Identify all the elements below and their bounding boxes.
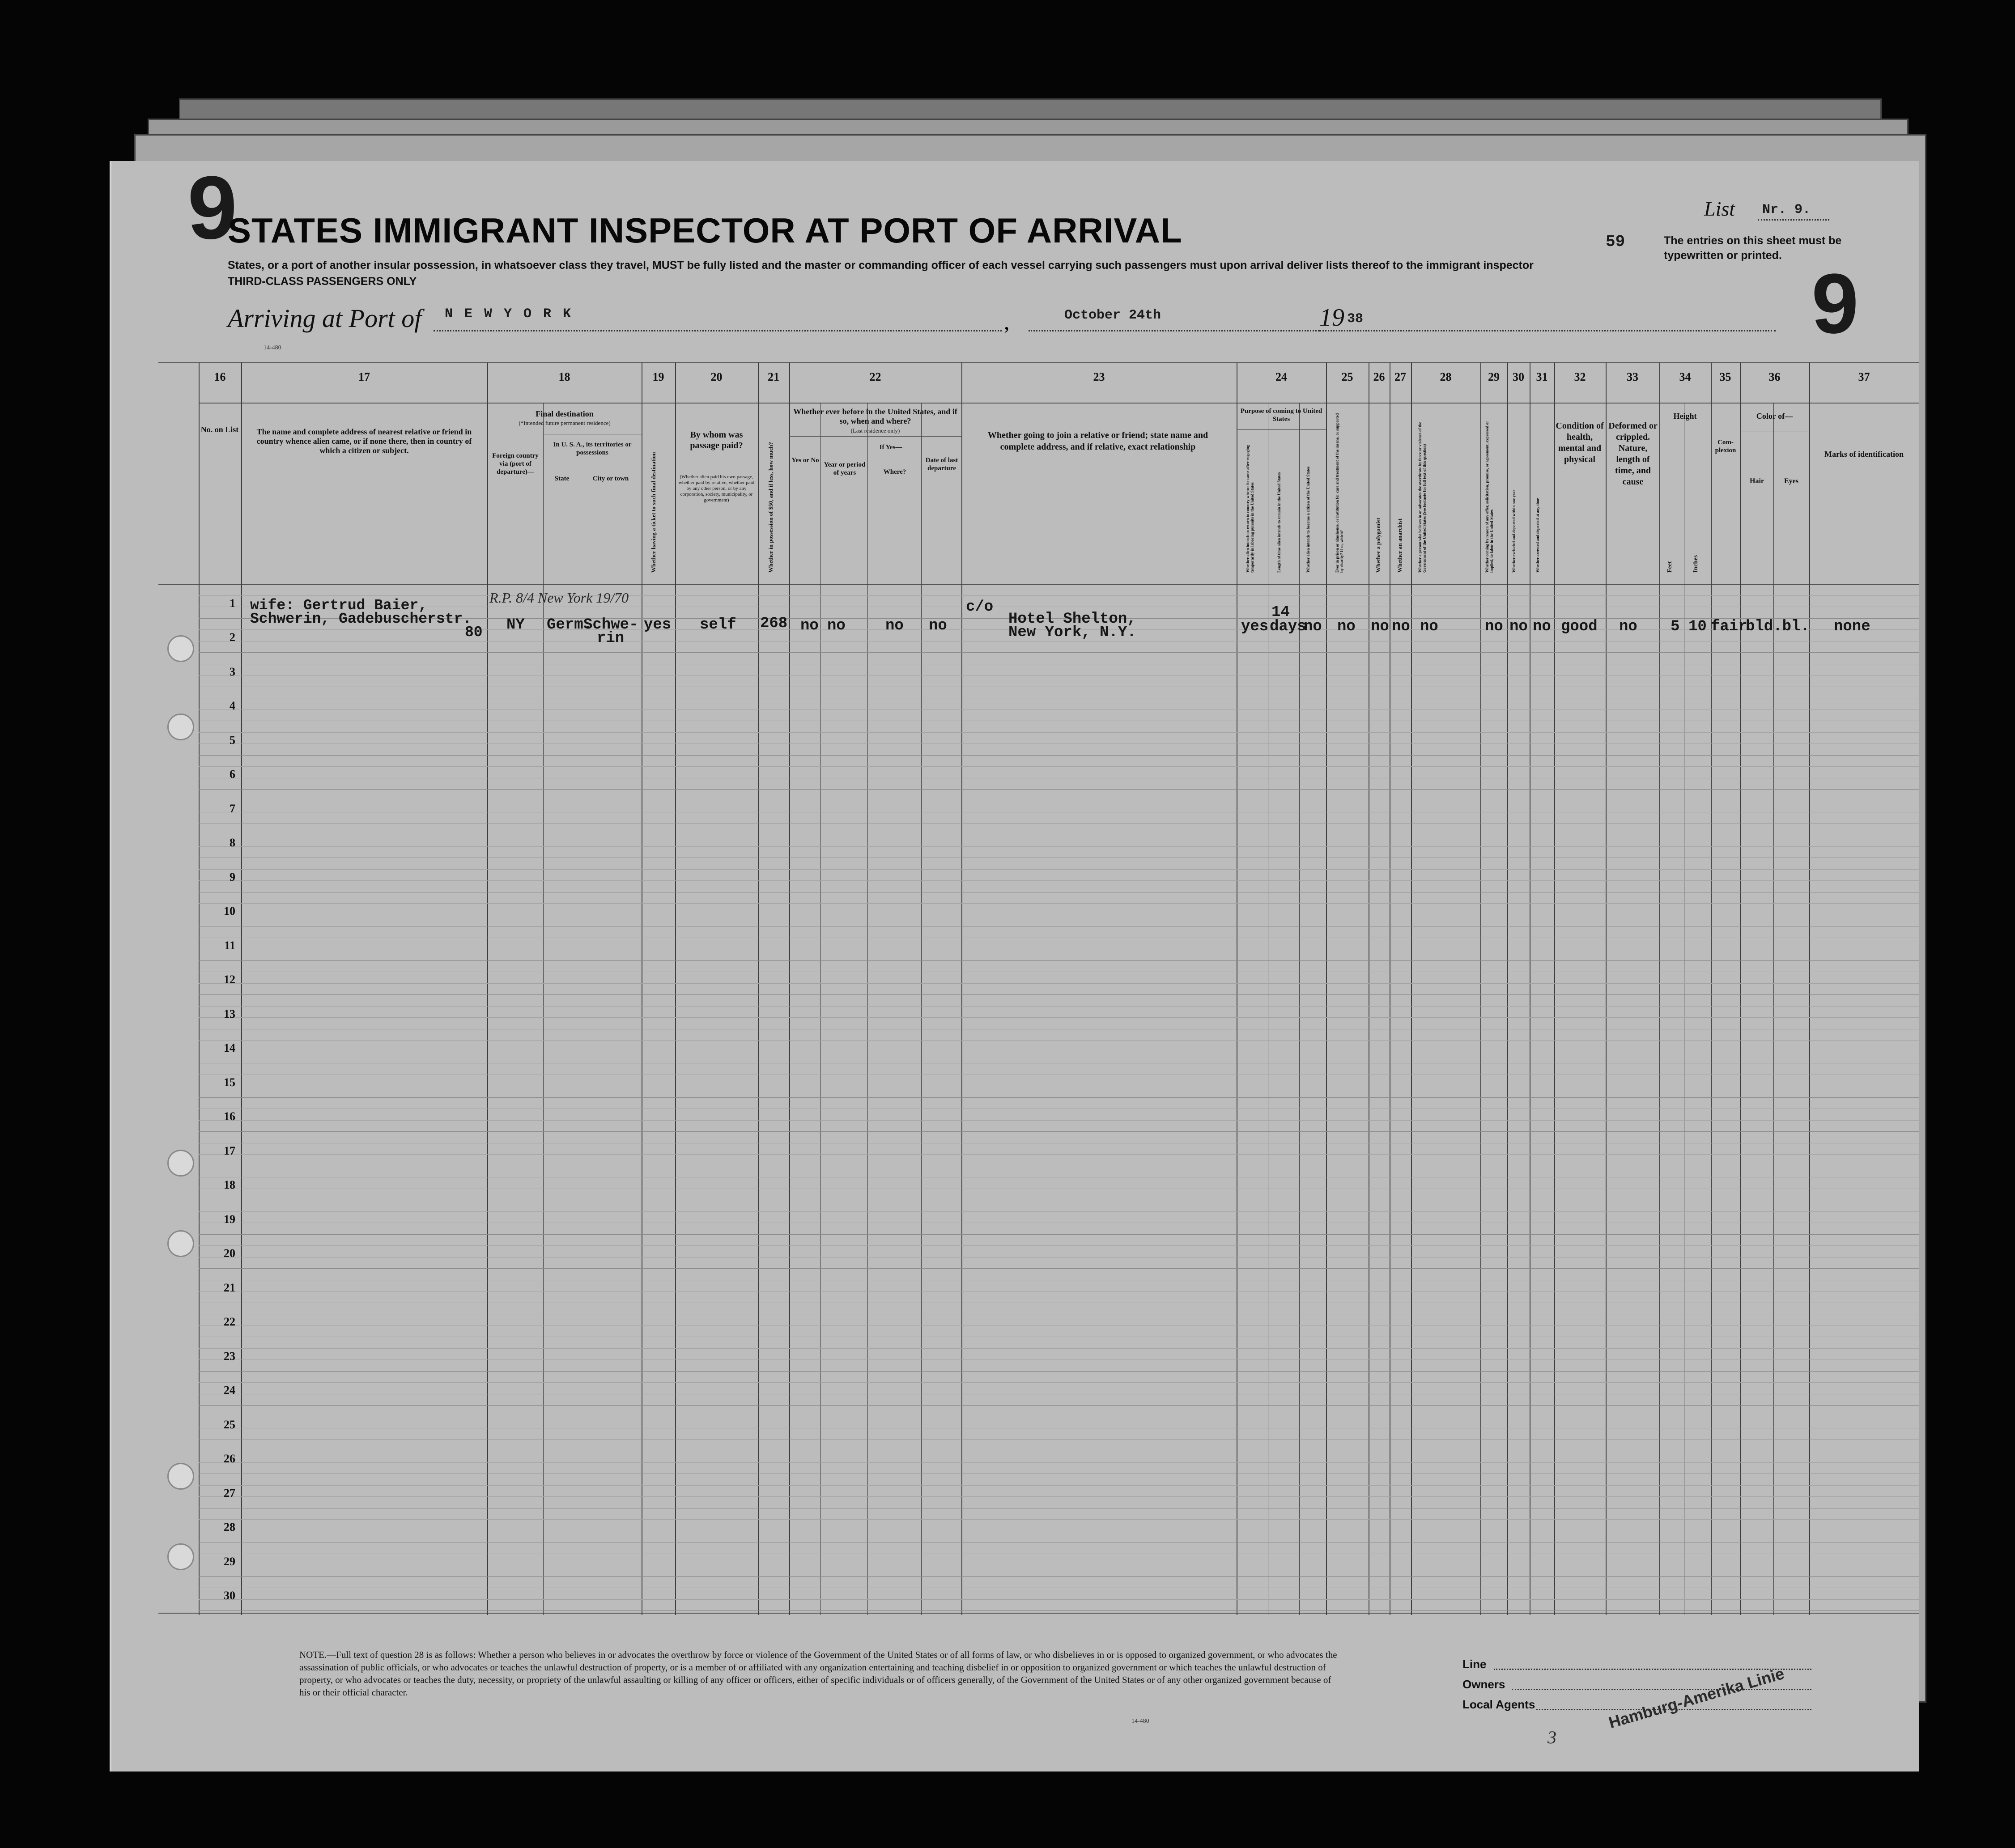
- polygamist-value: no: [1371, 618, 1389, 635]
- header-final-destination: Final destination: [536, 409, 594, 418]
- header-foreign-country: Foreign country via (port of departure)—: [492, 452, 539, 476]
- row-number: 27: [224, 1486, 235, 1500]
- before-where-value: no: [885, 617, 904, 634]
- row-number: 22: [224, 1315, 235, 1328]
- header-joining: Whether going to join a relative or friend; state name and complete address, and if relative, exact relationship: [987, 430, 1208, 452]
- row-rule: [199, 1234, 1919, 1235]
- row-number: 11: [224, 939, 235, 952]
- list-number: Nr. 9.: [1762, 202, 1811, 217]
- row-rule: [199, 1268, 1919, 1269]
- before-year-value: no: [827, 617, 846, 634]
- header-nearest-relative: The name and complete address of nearest relative or friend in country whence alien came, or if none there, then in country of which a citizen or subject.: [256, 427, 472, 455]
- row-number: 13: [224, 1007, 235, 1020]
- row-number: 29: [224, 1555, 235, 1568]
- before-yes-no-value: no: [800, 617, 819, 634]
- column-number: 35: [1719, 370, 1731, 383]
- footnote: NOTE.—Full text of question 28 is as follows: Whether a person who believes in or advocates the overthrow by force or violence of the Government of the United States or of all forms of law, or who disbelieves in or is opposed to organized government, or who advocates the assassination of public officials, or who advocates or teaches the unlawful destruction of property, or is a member of or affiliated with any organization entertaining and teaching disbelief in or opposition to organized government or which teaches the unlawful destruction of property, or who advocates or teaches the duty, necessity, or propriety of the unlawful assaulting or killing of any officer or officers, either of specific individuals or of officers generally, of the Government of the United States or of any other organized government because of his or their official character.: [299, 1649, 1337, 1698]
- row-subrule: [199, 1120, 1919, 1121]
- header-if-yes: If Yes—: [879, 444, 902, 451]
- row-number: 3: [230, 665, 235, 678]
- column-number: 31: [1536, 370, 1548, 383]
- row-subrule: [199, 766, 1919, 767]
- city-value-1: Schwe-: [583, 616, 638, 633]
- row-rule: [199, 1131, 1919, 1132]
- purpose-citizen-value: no: [1304, 618, 1322, 635]
- header-year-period: Year or period of years: [824, 461, 866, 476]
- row-subrule: [199, 846, 1919, 847]
- row-subrule: [199, 1519, 1919, 1520]
- row-rule: [199, 960, 1919, 961]
- hair-eyes-value: bld.bl.: [1746, 618, 1810, 635]
- header-before-in-us: Whether ever before in the United States, and if so, when and where?: [793, 407, 957, 425]
- header-complexion: Com-plexion: [1715, 439, 1736, 454]
- row-number: 15: [224, 1075, 235, 1089]
- punch-hole: [167, 1230, 194, 1257]
- row-number: 14: [224, 1041, 235, 1054]
- marks-value: none: [1834, 618, 1870, 635]
- margin-mark: 3: [1547, 1727, 1556, 1747]
- money-value: 268: [760, 615, 788, 632]
- row-number: 2: [230, 631, 235, 644]
- joining-prefix: c/o: [966, 599, 994, 616]
- row-subrule: [199, 903, 1919, 904]
- row-rule: [199, 1097, 1919, 1098]
- before-date-value: no: [929, 617, 947, 634]
- column-number: 16: [214, 370, 226, 383]
- column-number: 32: [1574, 370, 1586, 383]
- column-number: 26: [1373, 370, 1385, 383]
- row-rule: [199, 1610, 1919, 1611]
- header-eyes: Eyes: [1784, 477, 1798, 485]
- header-state: State: [554, 475, 570, 482]
- form-code-bottom: 14-480: [1131, 1718, 1149, 1725]
- row-subrule: [199, 1496, 1919, 1497]
- header-hair: Hair: [1750, 477, 1764, 485]
- row-subrule: [199, 1245, 1919, 1246]
- header-passage-paid: By whom was passage paid?: [690, 430, 743, 450]
- city-value-2: rin: [597, 630, 625, 647]
- header-q31: Whether arrested and deported at any time: [1535, 498, 1540, 573]
- complexion-value: fair: [1711, 618, 1747, 635]
- row-number: 1: [230, 596, 235, 610]
- row-subrule: [199, 1382, 1919, 1383]
- column-number: 17: [358, 370, 370, 383]
- header-final-destination-note: (*Intended future permanent residence): [519, 420, 611, 426]
- row-subrule: [199, 595, 1919, 596]
- deformed-value: no: [1619, 618, 1637, 635]
- row-subrule: [199, 1599, 1919, 1600]
- row-number: 9: [230, 870, 235, 884]
- row-rule: [199, 755, 1919, 756]
- header-inches: Inches: [1692, 555, 1699, 573]
- purpose-length-b: days: [1270, 618, 1306, 635]
- header-purpose-length: Length of time alien intends to remain in the United States: [1277, 472, 1281, 573]
- row-number: 24: [224, 1384, 235, 1397]
- column-number: 27: [1394, 370, 1406, 383]
- row-subrule: [199, 1040, 1919, 1041]
- row-number: 30: [224, 1589, 235, 1602]
- list-number-line: [1758, 219, 1829, 221]
- header-no-on-list: No. on List: [200, 425, 239, 434]
- manifest-sheet: 9 9 STATES IMMIGRANT INSPECTOR AT PORT OF ARRIVAL States, or a port of another insular possession, in whatsoever class they travel, MUST be fully listed and the master or commanding officer of each vessel carrying such passengers must upon arrival deliver lists thereof to the immigrant inspector THIRD-CLASS PASSENGERS ONLY List Nr. 9. 59 The entries on this sheet must be typewritten or printed. Arriving at Port of N E W Y O R K , October 24th 19 38 14-480 16 17 18 19 20 21 22 23 24 25 26 27 28 29 30 31 32 33 34 35 36 37 No. on List The name and complete address of nearest relative or friend in country whence alien came, or if none there, then in country of which a citizen or subject. Final destination (*Intended future permanent residence) Foreign country via (port of departure)— In U. S. A., its territories or possessions State City or town Whether having a ticket to such final destination By whom was passage paid? (Whether alien paid his own passage, whether paid by relative, whether paid by any other person, or by any corporation, society, municipality, or government) Whether in possession of $50, and if less, how much? Whether ever before in the United States, and if so, when and where? (Last residence only) If Yes— Yes or No Year or period of years Where? Date of last departure Whether going to join a relative or friend; state name and complete address, and if relative, exact relationship Purpose of coming to United States Whether alien intends to return to country whence he came after engaging temporarily in laboring pursuits in the United States Length of time alien intends to remain in the United States Whether alien intends to become a citizen of the United States Ever in prison or almshouse, or institution for care and treatment of the insane, or supported by charity? If so, which? Whether a polygamist Whether an anarchist Whether a person who believes in or advocates the overthrow by force or violence of the Government of the United States (See footnote for full text of this question) Whether coming by reason of any offer, solicitation, promise, or agreement, expressed or implied, to labor in the United States Whether excluded and deported within one year Whether arrested and deported at any time Condition of health, mental and physical Deformed or crippled. Nature, length of time, and cause Height Feet Inches Com-plexion Color of— Hair Eyes Marks of identification 1 2 3 4 5 6 7 8 9 10 11 12 13 14 15 16 17 18 19 20 21 22 23 24 25 26 27 28 29 30 wife: Gertrud Baier, Schwerin, Gadebuscherstr. 80 R.P. 8/4 New York 19/70 NY Germ. Schwe- rin yes self 268 no no no no c/o Hotel Shelton, New York, N.Y. yes 14 days no no no no no no no no good no 5 10 fair bld.bl. none 3 NOTE.—Full text of question 28 is as follows: Whether a person who believes in or advocates the overthrow by force or violence of the Government of the United States or of all forms of law, or who disbelieves in or is opposed to organized government, or who advocates the assassination of public officials, or who advocates or teaches the unlawful destruction of property, or is a member of or affiliated with any organization entertaining and teaching disbelief in or opposition to organized government or which teaches the unlawful destruction of property, or who advocates or teaches the duty, necessity, or propriety of the unlawful assaulting or killing of any officer or officers, either of specific individuals or of officers generally, of the Government of the United States or of any other organized government because of his or their official character. 14-480 Line Owners Local Agents Hamburg-Amerika Linie: [110, 161, 1919, 1772]
- row-number: 26: [224, 1452, 235, 1465]
- header-city: City or town: [592, 475, 629, 482]
- header-date-last: Date of last departure: [925, 457, 958, 472]
- row-number: 18: [224, 1178, 235, 1191]
- row-subrule: [199, 1325, 1919, 1326]
- header-condition: Condition of health, mental and physical: [1556, 421, 1604, 464]
- header-where: Where?: [883, 468, 906, 476]
- row-number: 19: [224, 1212, 235, 1226]
- column-number: 18: [558, 370, 570, 383]
- row-number: 5: [230, 733, 235, 747]
- punch-hole: [167, 714, 194, 740]
- header-anarchist: Whether an anarchist: [1396, 518, 1403, 573]
- purpose-return-value: yes: [1241, 618, 1269, 635]
- header-polygamist: Whether a polygamist: [1375, 518, 1382, 573]
- row-number: 12: [224, 973, 235, 986]
- column-number: 28: [1440, 370, 1452, 383]
- column-number: 23: [1093, 370, 1105, 383]
- inches-value: 10: [1688, 618, 1707, 635]
- punch-hole: [167, 1150, 194, 1177]
- column-number: 25: [1341, 370, 1353, 383]
- year-line: [1319, 330, 1776, 331]
- header-before-note: (Last residence only): [850, 427, 900, 434]
- line-label: Line: [1462, 1657, 1487, 1671]
- joining-line2: New York, N.Y.: [1008, 624, 1136, 641]
- punch-hole: [167, 1543, 194, 1570]
- port-line: [434, 330, 1002, 331]
- form-code-top: 14-480: [264, 344, 281, 351]
- header-feet: Feet: [1666, 561, 1673, 573]
- column-number: 24: [1275, 370, 1287, 383]
- entries-note: The entries on this sheet must be typewritten or printed.: [1664, 234, 1842, 262]
- header-yes-no: Yes or No: [791, 457, 819, 464]
- header-money: Whether in possession of $50, and if less, how much?: [767, 442, 774, 573]
- row-rule: [199, 1371, 1919, 1372]
- header-passage-note: (Whether alien paid his own passage, whether paid by relative, whether paid by any other person, or by any corporation, society, municipality, or government): [678, 474, 755, 503]
- header-purpose-citizen: Whether alien intends to become a citizen of the United States: [1306, 466, 1310, 573]
- row-subrule: [199, 1006, 1919, 1007]
- prison-value: no: [1337, 618, 1356, 635]
- feet-value: 5: [1671, 618, 1680, 635]
- punch-hole: [167, 1463, 194, 1490]
- header-purpose-return: Whether alien intends to return to country whence he came after engaging temporarily in laboring pursuits in the United States: [1246, 445, 1254, 573]
- punch-hole: [167, 635, 194, 662]
- q28-value: no: [1420, 618, 1438, 635]
- row-rule: [199, 1576, 1919, 1577]
- column-number: 34: [1679, 370, 1691, 383]
- joining-line1: Hotel Shelton,: [1008, 611, 1136, 628]
- row-subrule: [199, 1154, 1919, 1155]
- row-rule: [199, 994, 1919, 995]
- row-rule: [199, 1405, 1919, 1406]
- handwritten-note: R.P. 8/4 New York 19/70: [489, 590, 629, 606]
- row-rule: [199, 789, 1919, 790]
- page-title: STATES IMMIGRANT INSPECTOR AT PORT OF ARRIVAL: [228, 211, 1182, 250]
- row-number: 21: [224, 1281, 235, 1294]
- condition-value: good: [1561, 618, 1598, 635]
- class-note: THIRD-CLASS PASSENGERS ONLY: [228, 275, 417, 288]
- row-subrule: [199, 1211, 1919, 1212]
- header-q30: Whether excluded and deported within one year: [1512, 489, 1516, 573]
- sheet-number-left: 9: [187, 161, 238, 258]
- passage-paid-value: self: [700, 616, 736, 633]
- column-number: 30: [1513, 370, 1524, 383]
- year-suffix: 38: [1347, 311, 1364, 327]
- q30-value: no: [1509, 618, 1528, 635]
- header-q28: Whether a person who believes in or advocates the overthrow by force or violence of the Government of the United States (See footnote for full text of this question): [1418, 422, 1427, 573]
- column-number: 29: [1488, 370, 1500, 383]
- row-number: 25: [224, 1418, 235, 1431]
- q31-value: no: [1533, 618, 1551, 635]
- local-agents-label: Local Agents: [1462, 1698, 1535, 1711]
- year-prefix: 19: [1319, 304, 1344, 331]
- shipping-line-stamp: Hamburg-Amerika Linie: [1607, 1664, 1786, 1732]
- row-number: 4: [230, 699, 235, 712]
- column-number: 37: [1858, 370, 1870, 383]
- header-color-of: Color of—: [1756, 412, 1793, 421]
- state-value: Germ.: [547, 616, 593, 633]
- column-number: 21: [768, 370, 779, 383]
- page-number: 59: [1606, 233, 1625, 251]
- row-subrule: [199, 1348, 1919, 1349]
- port-value: N E W Y O R K: [445, 306, 573, 322]
- list-label: List: [1704, 197, 1735, 220]
- arriving-label: Arriving at Port of: [228, 304, 422, 333]
- column-number: 36: [1768, 370, 1781, 383]
- column-number: 22: [869, 370, 881, 383]
- row-number: 23: [224, 1349, 235, 1363]
- row-number: 6: [230, 768, 235, 781]
- row-subrule: [199, 743, 1919, 744]
- row-rule: [199, 652, 1919, 653]
- row-subrule: [199, 732, 1919, 733]
- subtitle: States, or a port of another insular possession, in whatsoever class they travel, MUST be fully listed and the master or commanding officer of each vessel carrying such passengers must upon arrival deliver lists thereof to the immigrant inspector THIRD-CLASS PASSENGERS ONLY: [228, 257, 1717, 289]
- row-subrule: [199, 869, 1919, 870]
- column-number: 33: [1627, 370, 1638, 383]
- header-purpose: Purpose of coming to United States: [1240, 408, 1322, 423]
- date-value: October 24th: [1064, 308, 1161, 323]
- header-deformed: Deformed or crippled. Nature, length of time, and cause: [1608, 421, 1658, 487]
- column-number: 20: [710, 370, 723, 383]
- row-number: 10: [224, 905, 235, 918]
- relative-line3: 80: [465, 624, 483, 641]
- anarchist-value: no: [1392, 618, 1410, 635]
- header-height: Height: [1673, 412, 1697, 421]
- row-number: 16: [224, 1110, 235, 1123]
- row-number: 7: [230, 802, 235, 815]
- row-subrule: [199, 983, 1919, 984]
- row-subrule: [199, 1017, 1919, 1018]
- header-marks: Marks of identification: [1824, 450, 1904, 459]
- header-prison: Ever in prison or almshouse, or institution for care and treatment of the insane, or supported by charity? If so, which?: [1335, 413, 1344, 573]
- row-number: 20: [224, 1247, 235, 1260]
- row-number: 28: [224, 1521, 235, 1534]
- relative-line2: Schwerin, Gadebuscherstr.: [250, 611, 472, 627]
- ticket-value: yes: [644, 616, 672, 633]
- sheet-number-right: 9: [1811, 256, 1859, 351]
- header-q29: Whether coming by reason of any offer, solicitation, promise, or agreement, expressed or implied, to labor in the United States: [1485, 421, 1494, 573]
- row-number: 8: [230, 836, 235, 849]
- date-line: [1029, 330, 1319, 331]
- purpose-length-a: 14: [1271, 604, 1290, 621]
- header-in-usa: In U. S. A., its territories or possessions: [553, 441, 632, 456]
- foreign-country-value: NY: [506, 616, 525, 633]
- relative-line1: wife: Gertrud Baier,: [250, 597, 428, 614]
- row-number: 17: [224, 1144, 235, 1157]
- row-subrule: [199, 880, 1919, 881]
- q29-value: no: [1485, 618, 1503, 635]
- header-ticket: Whether having a ticket to such final destination: [650, 452, 657, 573]
- row-subrule: [199, 709, 1919, 710]
- row-subrule: [199, 1485, 1919, 1486]
- row-subrule: [199, 1462, 1919, 1463]
- owners-label: Owners: [1462, 1678, 1505, 1691]
- row-subrule: [199, 1359, 1919, 1360]
- column-number: 19: [652, 370, 664, 383]
